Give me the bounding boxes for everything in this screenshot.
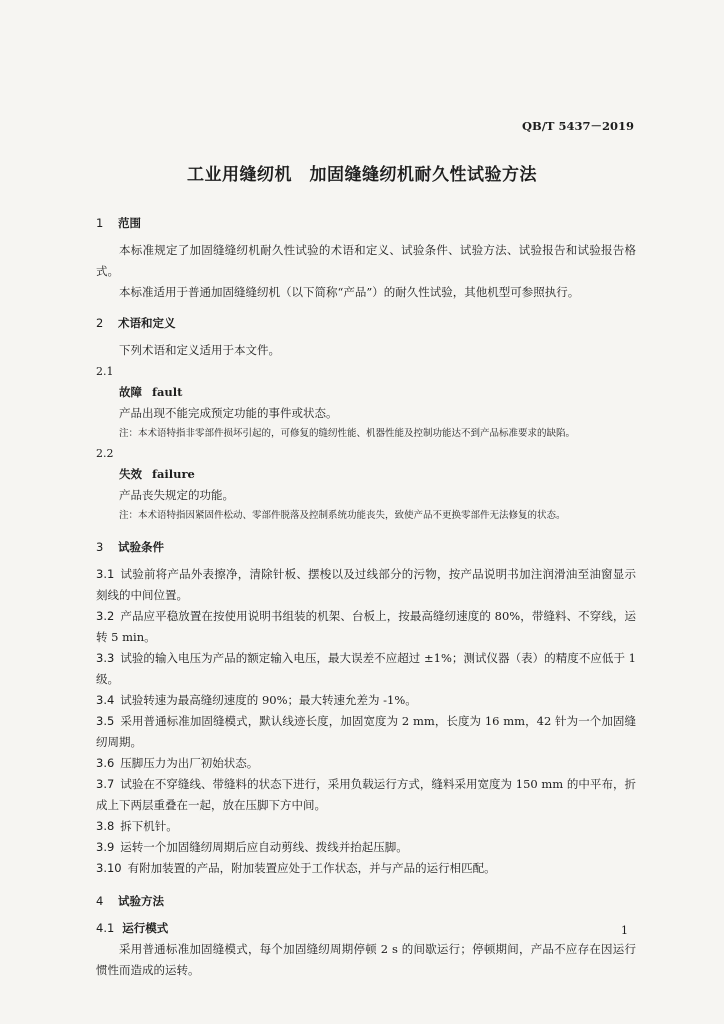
clause-number: 3.3 [96, 651, 115, 665]
term-heading [119, 382, 636, 403]
clause-item [96, 774, 636, 816]
clause-number: 3.8 [96, 819, 115, 833]
term-definition: 产品出现不能完成预定功能的事件或状态。 [119, 406, 338, 420]
term-note: 注：本术语特指非零部件损坏引起的，可修复的缝纫性能、机器性能及控制功能达不到产品标准要求的缺陷。 [119, 428, 576, 439]
clause-number: 3.7 [96, 777, 115, 791]
clause-text: 试验转速为最高缝纫速度的 90%；最大转速允差为 -1%。 [120, 693, 417, 707]
term-zh: 故障 [119, 385, 142, 399]
clause-number: 3.10 [96, 861, 122, 875]
clause-item [96, 606, 636, 648]
clause-text: 试验在不穿缝线、带缝料的状态下进行，采用负载运行方式，缝料采用宽度为 150 mm 的中平布，折成上下两层重叠在一起，放在压脚下方中间。 [96, 777, 636, 812]
document-title: 工业用缝纫机 加固缝缝纫机耐久性试验方法 [187, 165, 537, 185]
clause-item [96, 753, 636, 774]
section-heading-methods [96, 891, 636, 912]
term-note: 注：本术语特指因紧固件松动、零部件脱落及控制系统功能丧失，致使产品不更换零部件无法修复的状态。 [119, 510, 566, 521]
clause-number: 3.9 [96, 840, 115, 854]
page-number: 1 [621, 924, 628, 937]
section-title: 试验条件 [118, 540, 165, 554]
paragraph: 采用普通标准加固缝模式，每个加固缝纫周期停顿 2 s 的间歇运行；停顿期间，产品不应存在因运行惯性而造成的运转。 [96, 942, 636, 977]
clause-number: 3.2 [96, 609, 115, 623]
paragraph: 本标准规定了加固缝缝纫机耐久性试验的术语和定义、试验条件、试验方法、试验报告和试验报告格式。 [96, 243, 636, 278]
section-heading-scope [96, 213, 636, 234]
clause-item [96, 816, 636, 837]
term-number: 2.1 [96, 365, 114, 378]
term-number: 2.2 [96, 447, 114, 460]
clause-number: 3.6 [96, 756, 115, 770]
clause-item [96, 858, 636, 879]
clause-item [96, 648, 636, 690]
paragraph: 本标准适用于普通加固缝缝纫机（以下简称“产品”）的耐久性试验，其他机型可参照执行。 [119, 285, 580, 299]
clause-number: 3.5 [96, 714, 115, 728]
term-en: fault [152, 385, 183, 399]
section-number: 3 [96, 540, 104, 554]
clause-number: 3.4 [96, 693, 115, 707]
section-title: 术语和定义 [118, 316, 176, 330]
document-body [96, 205, 636, 981]
paragraph: 下列术语和定义适用于本文件。 [119, 343, 280, 357]
term-zh: 失效 [119, 467, 142, 481]
subsection-heading [96, 918, 636, 939]
section-heading-terms [96, 313, 636, 334]
clause-number: 3.1 [96, 567, 115, 581]
clause-text: 拆下机针。 [120, 819, 178, 833]
clause-text: 压脚压力为出厂初始状态。 [120, 756, 259, 770]
section-heading-conditions [96, 537, 636, 558]
section-number: 1 [96, 216, 104, 230]
clause-text: 产品应平稳放置在按使用说明书组装的机架、台板上，按最高缝纫速度的 80%，带缝料、不穿线，运转 5 min。 [96, 609, 636, 644]
clause-item [96, 564, 636, 606]
term-en: failure [152, 467, 195, 481]
subsection-number: 4.1 [96, 921, 115, 935]
clause-text: 采用普通标准加固缝模式，默认线迹长度，加固宽度为 2 mm，长度为 16 mm，42 针为一个加固缝纫周期。 [96, 714, 636, 749]
clause-item [96, 837, 636, 858]
clause-text: 试验的输入电压为产品的额定输入电压，最大误差不应超过 ±1%；测试仪器（表）的精度不应低于 1 级。 [96, 651, 636, 686]
section-title: 范围 [118, 216, 142, 230]
term-heading [119, 464, 636, 485]
clause-text: 有附加装置的产品，附加装置应处于工作状态，并与产品的运行相匹配。 [127, 861, 496, 875]
section-number: 2 [96, 316, 104, 330]
subsection-title: 运行模式 [122, 921, 169, 935]
section-number: 4 [96, 894, 104, 908]
section-title: 试验方法 [118, 894, 165, 908]
clause-item [96, 711, 636, 753]
term-definition: 产品丧失规定的功能。 [119, 488, 234, 502]
clause-text: 试验前将产品外表擦净，清除针板、摆梭以及过线部分的污物，按产品说明书加注润滑油至油窗显示刻线的中间位置。 [96, 567, 636, 602]
clause-text: 运转一个加固缝纫周期后应自动剪线、拨线并抬起压脚。 [120, 840, 408, 854]
standard-code: QB/T 5437－2019 [521, 119, 634, 133]
clause-item [96, 690, 636, 711]
